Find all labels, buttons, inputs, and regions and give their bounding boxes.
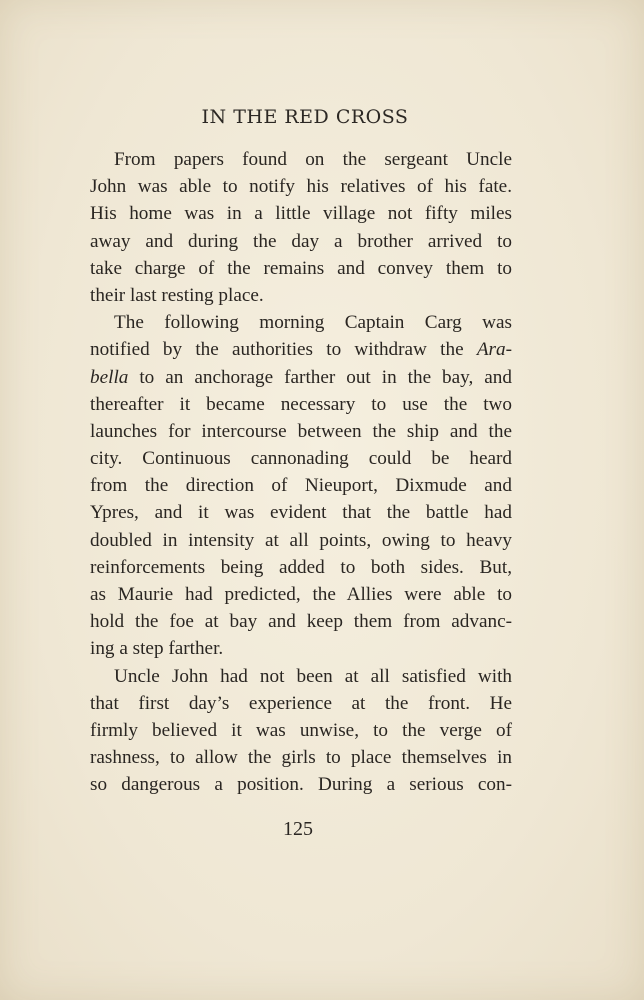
italic-ship-name: Ara-: [476, 339, 512, 361]
text-line: Ypres, and it was evident that the battle had: [90, 502, 512, 524]
body-text: [90, 146, 512, 799]
text-line: thereafter it became necessary to use the two: [90, 393, 512, 415]
text-line: from the direction of Nieuport, Dixmude and: [90, 475, 512, 497]
text-line: doubled in intensity at all points, owing to heavy: [90, 529, 512, 551]
paragraph-2: [90, 309, 512, 662]
text-line: take charge of the remains and convey them to: [90, 257, 512, 279]
text-line: bella to an anchorage farther out in the bay, and: [90, 366, 512, 388]
running-head: IN THE RED CROSS: [201, 106, 409, 128]
italic-ship-name: bella: [90, 366, 129, 388]
text-line-with-italic-ship-name: [90, 336, 512, 363]
text-line: ing a step farther.: [90, 638, 224, 660]
text-line: as Maurie had predicted, the Allies were able to: [90, 584, 512, 605]
text-line: firmly believed it was unwise, to the verge of: [90, 719, 512, 741]
text-line: rashness, to allow the girls to place themselves in: [90, 747, 512, 769]
text-line: Uncle John had not been at all satisfied with: [114, 665, 512, 687]
paragraph-3: [90, 663, 512, 799]
text-line: launches for intercourse between the ship and the: [90, 420, 512, 442]
text-line: His home was in a little village not fifty miles: [90, 203, 512, 225]
text-line: their last resting place.: [90, 284, 264, 306]
paragraph-1: [90, 146, 512, 309]
text-line: The following morning Captain Carg was: [114, 312, 512, 334]
text-line: so dangerous a position. During a serious con-: [90, 774, 512, 796]
text-line: John was able to notify his relatives of his fate.: [90, 176, 512, 198]
text-line: that first day’s experience at the front. He: [90, 692, 512, 714]
text-line-segment: notified by the authorities to withdraw the Ara-: [90, 339, 512, 361]
text-line: away and during the day a brother arrived to: [90, 230, 512, 252]
text-line: From papers found on the sergeant Uncle: [114, 149, 512, 170]
text-line: reinforcements being added to both sides. But,: [90, 556, 512, 578]
page-number: 125: [283, 818, 313, 840]
text-line: city. Continuous cannonading could be heard: [90, 448, 512, 470]
text-line: hold the foe at bay and keep them from advanc-: [90, 611, 512, 633]
